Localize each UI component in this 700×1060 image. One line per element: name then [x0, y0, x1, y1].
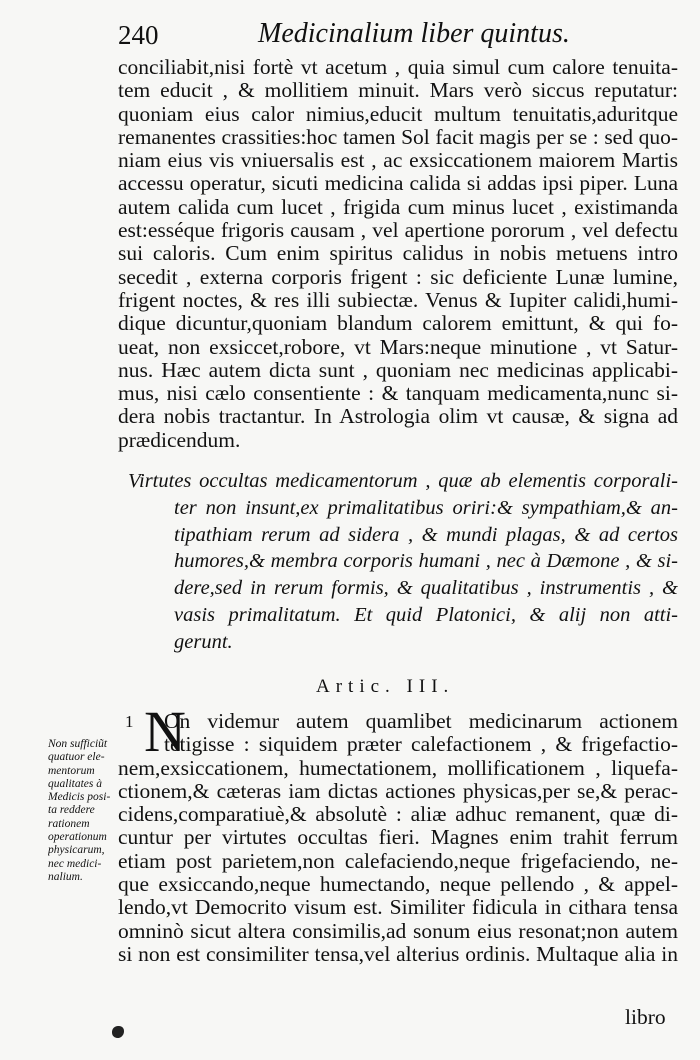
text-line: accessu operatur, sicuti medicina calida si addas ipsi piper. Luna	[118, 172, 678, 196]
article-text-block	[118, 710, 678, 966]
text-line: dique dicuntur,quoniam blandum calorem emittunt, & qui fo-	[118, 312, 678, 336]
summary-line: Virtutes occultas medicamentorum , quæ ab elementis corporali-	[128, 470, 678, 492]
drop-cap-initial: N	[144, 699, 186, 764]
article-line: si non est consimiliter tensa,vel alterius ordinis. Multaque alia in	[118, 942, 678, 966]
marginal-note-line: qualitates à	[48, 777, 102, 790]
page-header	[118, 14, 588, 54]
article-line: lendo,vt Democrito visum est. Similiter fidicula in cithara tensa	[118, 896, 678, 920]
text-line: niam eius vis vniuersalis est , ac exsiccationem maiorem Martis	[118, 149, 678, 173]
article-line: que exsiccando,neque humectando, neque pellendo , & appel-	[118, 873, 678, 897]
marginal-note-line: ta reddere	[48, 804, 95, 817]
article-line: tetigisse : siquidem præter calefactionem , & frigefactio-	[164, 733, 678, 757]
article-heading: Artic. III.	[316, 676, 455, 697]
summary-line: humores,& membra corporis humani , nec à Dæmone , & si-	[174, 550, 678, 573]
article-line: ctionem,& cæteras iam dictas actiones physicas,per se,& perac-	[118, 779, 678, 803]
italic-summary	[128, 468, 678, 656]
article-line: omninò sicut altera consimilis,ad sonum eius resonat;non autem	[118, 919, 678, 943]
page-number: 240	[118, 20, 159, 50]
article-line: On videmur autem quamlibet medicinarum actionem	[164, 710, 678, 733]
text-line: sui caloris. Cum enim spiritus calidus in nobis metuens intro	[118, 242, 678, 266]
text-line: dera nobis tractantur. In Astrologia olim vt causæ, & signa ad	[118, 405, 678, 429]
text-line: secedit , externa corporis frigent : sic deficiente Lunæ lumine,	[118, 265, 678, 289]
marginal-note-line: nec medici-	[48, 857, 102, 870]
text-line: tem educit , & mollitiem minuit. Mars verò siccus reputatur:	[118, 79, 678, 103]
text-line: frigent noctes, & res illi subiectæ. Venus & Iupiter calidi,humi-	[118, 288, 678, 312]
article-line: etiam post parietem,non calefaciendo,neque frigefaciendo, ne-	[118, 849, 678, 873]
marginal-note-line: rationem	[48, 817, 90, 830]
marginal-note-line: quatuor ele-	[48, 751, 105, 764]
marginal-note-line: nalium.	[48, 870, 83, 883]
marginal-note	[48, 738, 130, 884]
marginal-note-line: Medicis posi-	[48, 791, 111, 804]
article-line: cidens,comparatiuè,& absolutè : aliæ adhuc remanent, quæ di-	[118, 803, 678, 827]
summary-line: ter non insunt,ex primalitatibus oriri:& sympathiam,& an-	[174, 496, 678, 519]
marginal-note-line: Non sufficiũt	[48, 738, 108, 750]
paragraph-number: 1	[125, 712, 134, 731]
summary-line: tipathiam rerum ad sidera , & mundi plagas, & ad certos	[174, 523, 678, 546]
article-line: cuntur per virtutes occultas fieri. Magnes enim trahit ferrum	[118, 826, 678, 850]
ink-blot	[112, 1026, 124, 1038]
text-line: autem calida cum lucet , frigida cum minus lucet , existimanda	[118, 195, 678, 219]
text-line: quoniam eius calor nimius,educit multum tenuitatis,aduritque	[118, 102, 678, 126]
marginal-note-line: mentorum	[48, 764, 95, 777]
text-line: est:esséque frigoris causam , vel apertione pororum , vel defectu	[118, 219, 678, 243]
marginal-note-line: operationum	[48, 831, 107, 844]
summary-line: dere,sed in rerum formis, & qualitatibus , instrumentis , &	[174, 577, 678, 600]
catchword: libro	[625, 1005, 666, 1029]
marginal-note-line: physicarum,	[48, 844, 105, 857]
text-line: nus. Hæc autem dicta sunt , quoniam nec medicinas applicabi-	[118, 358, 678, 382]
running-title: Medicinalium liber quintus.	[258, 18, 570, 49]
text-line: remanentes crassities:hoc tamen Sol facit magis per se : sed quo-	[118, 125, 678, 149]
article-line: nem,exsiccationem, humectationem, mollificationem , liquefa-	[118, 756, 678, 780]
text-line: prædicendum.	[118, 428, 241, 452]
summary-line: vasis primalitatum. Et quid Platonici, & alij non atti-	[174, 603, 678, 626]
text-line: ueat, non exsiccet,robore, vt Mars:neque minutione , vt Satur-	[118, 335, 678, 359]
text-line: conciliabit,nisi fortè vt acetum , quia simul cum calore tenuita-	[118, 56, 678, 79]
summary-line: gerunt.	[174, 630, 233, 653]
text-line: mus, nisi cælo consentiente : & tanquam medicamenta,nunc si-	[118, 382, 678, 406]
main-text-block	[118, 56, 678, 452]
